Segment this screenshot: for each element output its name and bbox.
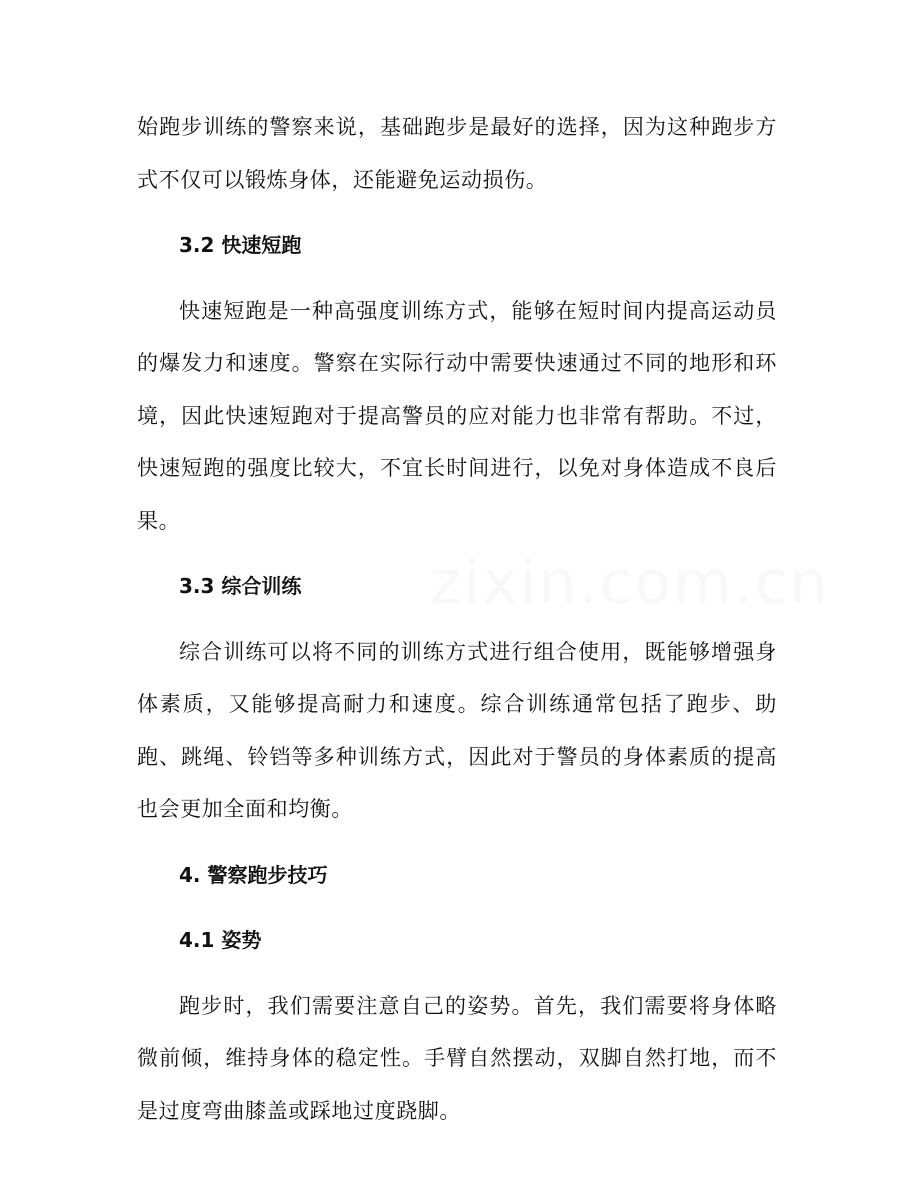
- section-heading-3-3: 3.3 综合训练: [179, 574, 302, 598]
- paragraph-sprint: 快速短跑是一种高强度训练方式，能够在短时间内提高运动员的爆发力和速度。警察在实际行动中需要快速通过不同的地形和环境，因此快速短跑对于提高警员的应对能力也非常有帮助。不过，快速短跑的强度比较大，不宜长时间进行，以免对身体造成不良后果。: [137, 298, 777, 533]
- section-heading-4: 4. 警察跑步技巧: [179, 862, 328, 887]
- paragraph-basic-running-end: 始跑步训练的警察来说，基础跑步是最好的选择，因为这种跑步方式不仅可以锻炼身体，还能避免运动损伤。: [137, 115, 777, 192]
- paragraph-posture: 跑步时，我们需要注意自己的姿势。首先，我们需要将身体略微前倾，维持身体的稳定性。手臂自然摆动，双脚自然打地，而不是过度弯曲膝盖或踩地过度跷脚。: [137, 993, 777, 1123]
- section-heading-4-1: 4.1 姿势: [179, 928, 262, 952]
- section-heading-3-2: 3.2 快速短跑: [179, 233, 302, 257]
- document-body: [137, 101, 777, 1150]
- watermark: zixin.com.cn: [430, 548, 830, 618]
- paragraph-combined-training: 综合训练可以将不同的训练方式进行组合使用，既能够增强身体素质，又能够提高耐力和速度。综合训练通常包括了跑步、助跑、跳绳、铃铛等多种训练方式，因此对于警员的身体素质的提高也会更加全面和均衡。: [137, 639, 777, 821]
